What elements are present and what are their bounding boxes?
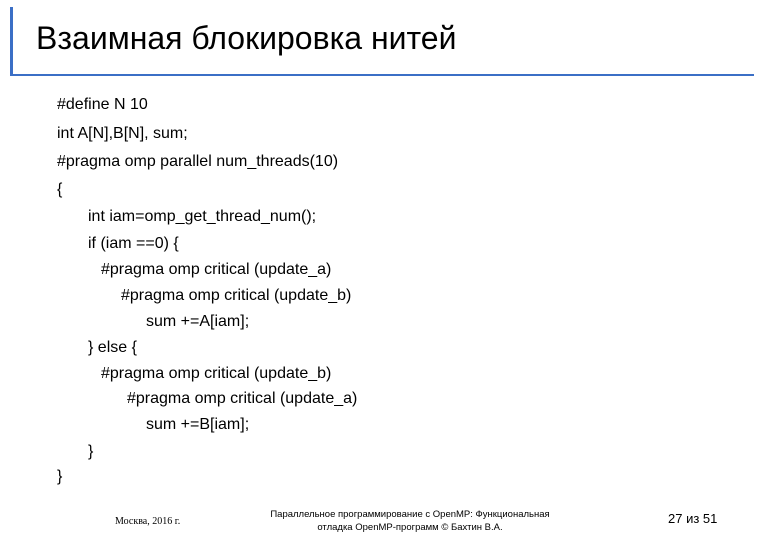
footer-course-title: [240, 508, 580, 534]
code-line: }: [57, 468, 63, 485]
title-underline-extension: [500, 74, 754, 76]
code-line: sum +=A[iam];: [146, 313, 250, 330]
code-line: #pragma omp critical (update_b): [121, 287, 352, 304]
code-line: int A[N],B[N], sum;: [57, 125, 188, 142]
slide-title: Взаимная блокировка нитей: [36, 20, 457, 56]
title-underline: [10, 74, 500, 76]
code-line: int iam=omp_get_thread_num();: [88, 208, 317, 225]
page-number: 27 из 51: [668, 511, 718, 526]
footer-course-line: Параллельное программирование с OpenMP: Функциональная: [270, 509, 550, 520]
footer-course-line: отладка OpenMP-программ © Бахтин В.А.: [317, 522, 503, 533]
code-line: #define N 10: [57, 96, 148, 113]
code-line: } else {: [88, 339, 137, 356]
code-line: {: [57, 181, 63, 198]
code-line: sum +=B[iam];: [146, 416, 250, 433]
code-line: #pragma omp parallel num_threads(10): [57, 153, 339, 170]
footer-location-date: Москва, 2016 г.: [115, 516, 181, 527]
code-line: }: [88, 443, 94, 460]
code-line: #pragma omp critical (update_a): [127, 390, 358, 407]
code-line: #pragma omp critical (update_b): [101, 365, 332, 382]
code-line: #pragma omp critical (update_a): [101, 261, 332, 278]
title-accent-bar: [10, 7, 13, 76]
code-line: if (iam ==0) {: [88, 235, 179, 252]
